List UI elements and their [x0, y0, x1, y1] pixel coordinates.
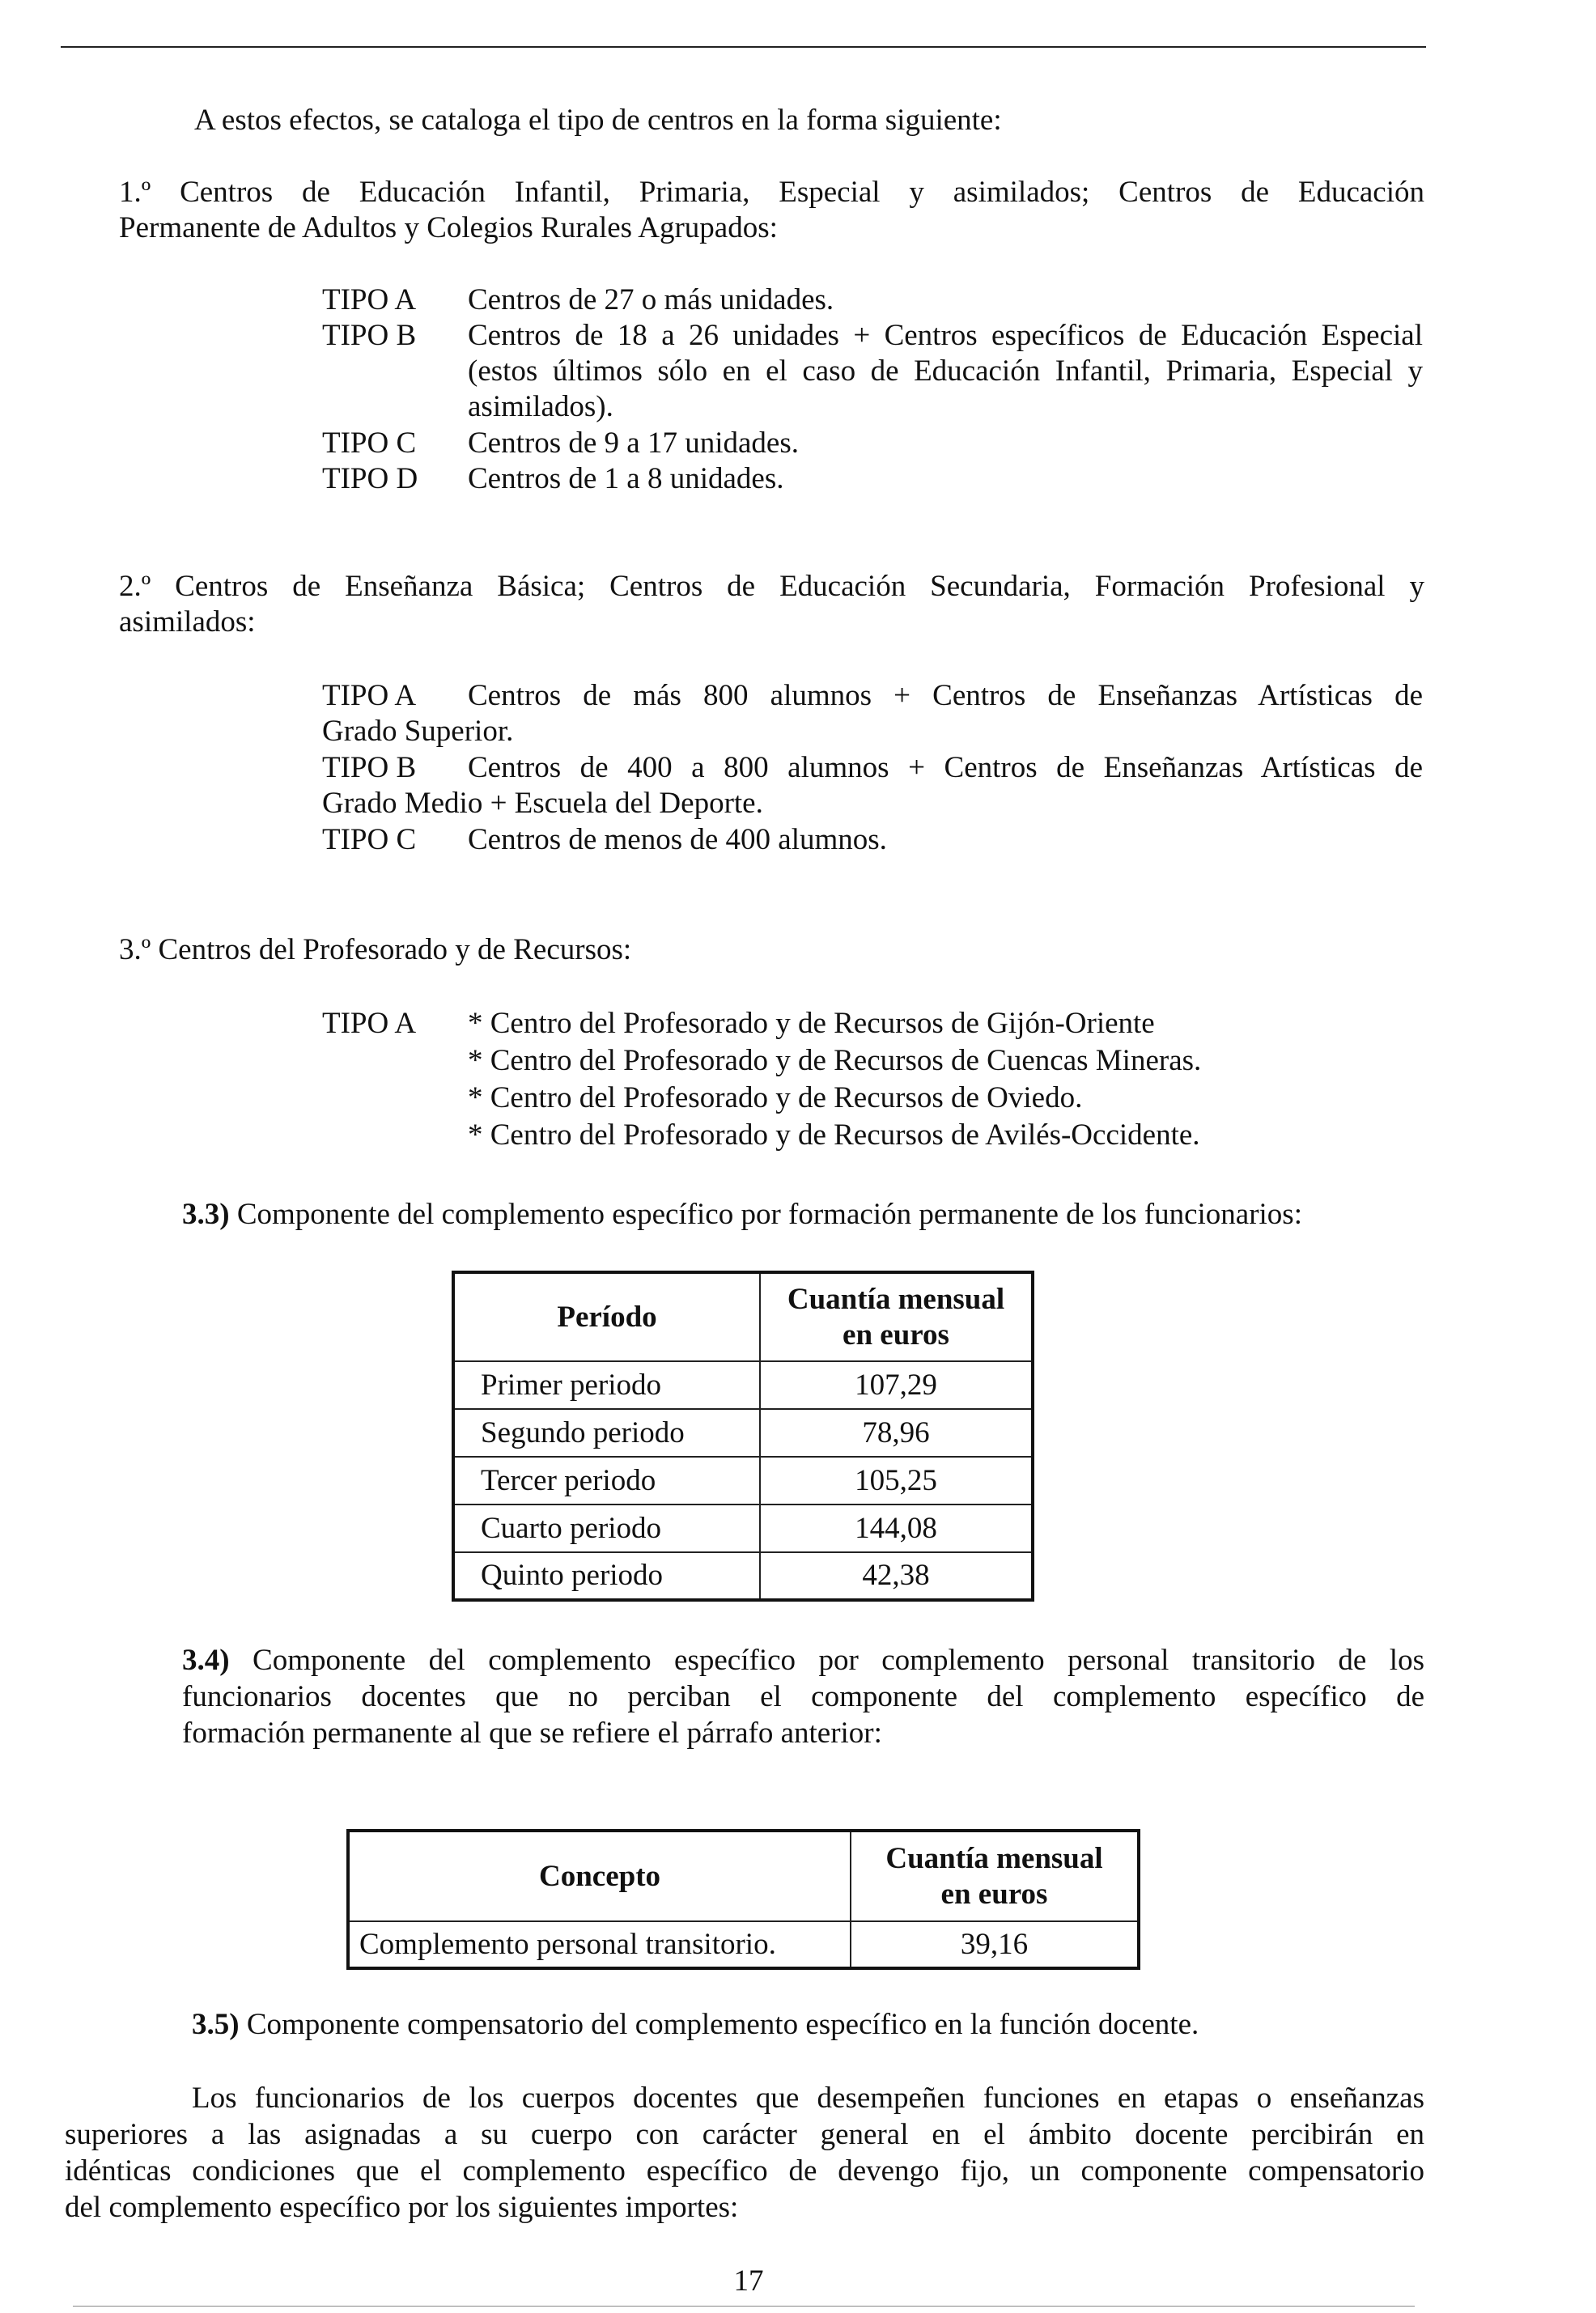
list-item: * Centro del Profesorado y de Recursos de Gijón-Oriente	[468, 1007, 1155, 1040]
type-label: TIPO A	[322, 679, 417, 712]
type-description: Centros de 27 o más unidades.	[468, 283, 834, 316]
type-label: TIPO A	[322, 283, 417, 316]
section-text: Componente del complemento específico por complemento personal transitorio de los	[229, 1644, 1424, 1677]
column-header-period: Período	[453, 1272, 760, 1361]
type-description: Centros de 18 a 26 unidades + Centros específicos de Educación Especial (estos últimos sólo en el caso de Educación Infantil, Primaria, Especial y asimilados).	[468, 319, 1423, 423]
type-label: TIPO B	[322, 751, 417, 784]
table-row	[453, 1457, 1033, 1505]
section3-heading: 3.º Centros del Profesorado y de Recursos:	[119, 933, 632, 966]
type-label: TIPO D	[322, 462, 418, 495]
list-item: * Centro del Profesorado y de Recursos de Avilés-Occidente.	[468, 1118, 1200, 1152]
section-3-4-line1	[182, 1643, 1424, 1679]
column-header-amount	[760, 1272, 1033, 1361]
table-row	[453, 1552, 1033, 1600]
amount-cell: 78,96	[760, 1409, 1033, 1457]
section2-heading-line1: 2.º Centros de Enseñanza Básica; Centros de Educación Secundaria, Formación Profesional y	[119, 570, 1424, 603]
final-paragraph-line1: Los funcionarios de los cuerpos docentes que desempeñen funciones en etapas o enseñanzas	[192, 2082, 1424, 2115]
amount-cell: 42,38	[760, 1552, 1033, 1600]
type-description: Centros de menos de 400 alumnos.	[468, 823, 887, 856]
header-line: en euros	[940, 1877, 1048, 1911]
type-label: TIPO B	[322, 319, 417, 352]
amount-cell: 107,29	[760, 1361, 1033, 1409]
section-3-3-heading	[182, 1197, 1428, 1233]
column-header-amount	[851, 1831, 1139, 1921]
table-row	[453, 1409, 1033, 1457]
type-description: Centros de más 800 alumnos + Centros de Enseñanzas Artísticas de	[468, 679, 1423, 712]
section-text: Componente del complemento específico por formación permanente de los funcionarios:	[229, 1198, 1302, 1231]
table-row	[348, 1921, 1139, 1968]
section-number: 3.4)	[182, 1644, 230, 1677]
bottom-rule	[73, 2306, 1415, 2307]
top-rule	[61, 46, 1426, 48]
section2-heading-line2: asimilados:	[119, 605, 256, 639]
type-label: TIPO C	[322, 823, 417, 856]
amount-cell: 105,25	[760, 1457, 1033, 1505]
section-3-5-heading	[192, 2007, 1426, 2043]
table-row	[453, 1505, 1033, 1552]
header-line: Cuantía mensual	[885, 1841, 1103, 1875]
period-cell: Primer periodo	[453, 1361, 760, 1409]
table-header-row	[348, 1831, 1139, 1921]
list-item: * Centro del Profesorado y de Recursos de Cuencas Mineras.	[468, 1044, 1202, 1077]
period-cell: Tercer periodo	[453, 1457, 760, 1505]
section1-heading-line2: Permanente de Adultos y Colegios Rurales Agrupados:	[119, 211, 778, 244]
transitional-table	[346, 1829, 1140, 1970]
header-line: en euros	[843, 1318, 949, 1352]
period-cell: Segundo periodo	[453, 1409, 760, 1457]
final-paragraph-line4: del complemento específico por los siguientes importes:	[65, 2191, 739, 2224]
type-label: TIPO A	[322, 1007, 417, 1040]
section1-heading-line1: 1.º Centros de Educación Infantil, Primaria, Especial y asimilados; Centros de Educación	[119, 176, 1424, 209]
type-description: Centros de 9 a 17 unidades.	[468, 427, 799, 460]
type-label: TIPO C	[322, 427, 417, 460]
concept-cell: Complemento personal transitorio.	[348, 1921, 851, 1968]
section-number: 3.5)	[192, 2008, 240, 2041]
section2-type-a-continuation: Grado Superior.	[322, 715, 514, 748]
table-row	[453, 1361, 1033, 1409]
section-text: Componente compensatorio del complemento específico en la función docente.	[239, 2008, 1199, 2041]
amount-cell: 144,08	[760, 1505, 1033, 1552]
amount-cell: 39,16	[851, 1921, 1139, 1968]
list-item: * Centro del Profesorado y de Recursos de Oviedo.	[468, 1081, 1083, 1114]
period-cell: Quinto periodo	[453, 1552, 760, 1600]
page-number: 17	[733, 2264, 764, 2298]
column-header-concept: Concepto	[348, 1831, 851, 1921]
period-cell: Cuarto periodo	[453, 1505, 760, 1552]
header-line: Cuantía mensual	[787, 1282, 1005, 1316]
table-header-row	[453, 1272, 1033, 1361]
section-3-4-line3: formación permanente al que se refiere el párrafo anterior:	[182, 1717, 882, 1750]
formation-table	[452, 1271, 1034, 1602]
intro-paragraph: A estos efectos, se cataloga el tipo de centros en la forma siguiente:	[194, 104, 1002, 137]
section2-type-b-continuation: Grado Medio + Escuela del Deporte.	[322, 787, 763, 820]
type-description: Centros de 1 a 8 unidades.	[468, 462, 784, 495]
section-3-4-line2: funcionarios docentes que no perciban el componente del complemento específico de	[182, 1680, 1424, 1713]
type-description	[468, 1006, 1423, 1153]
section-number: 3.3)	[182, 1198, 230, 1231]
type-description: Centros de 400 a 800 alumnos + Centros de Enseñanzas Artísticas de	[468, 751, 1423, 784]
final-paragraph-line2: superiores a las asignadas a su cuerpo con carácter general en el ámbito docente percibirán en	[65, 2118, 1424, 2151]
final-paragraph-line3: idénticas condiciones que el complemento específico de devengo fijo, un componente compensatorio	[65, 2154, 1424, 2188]
